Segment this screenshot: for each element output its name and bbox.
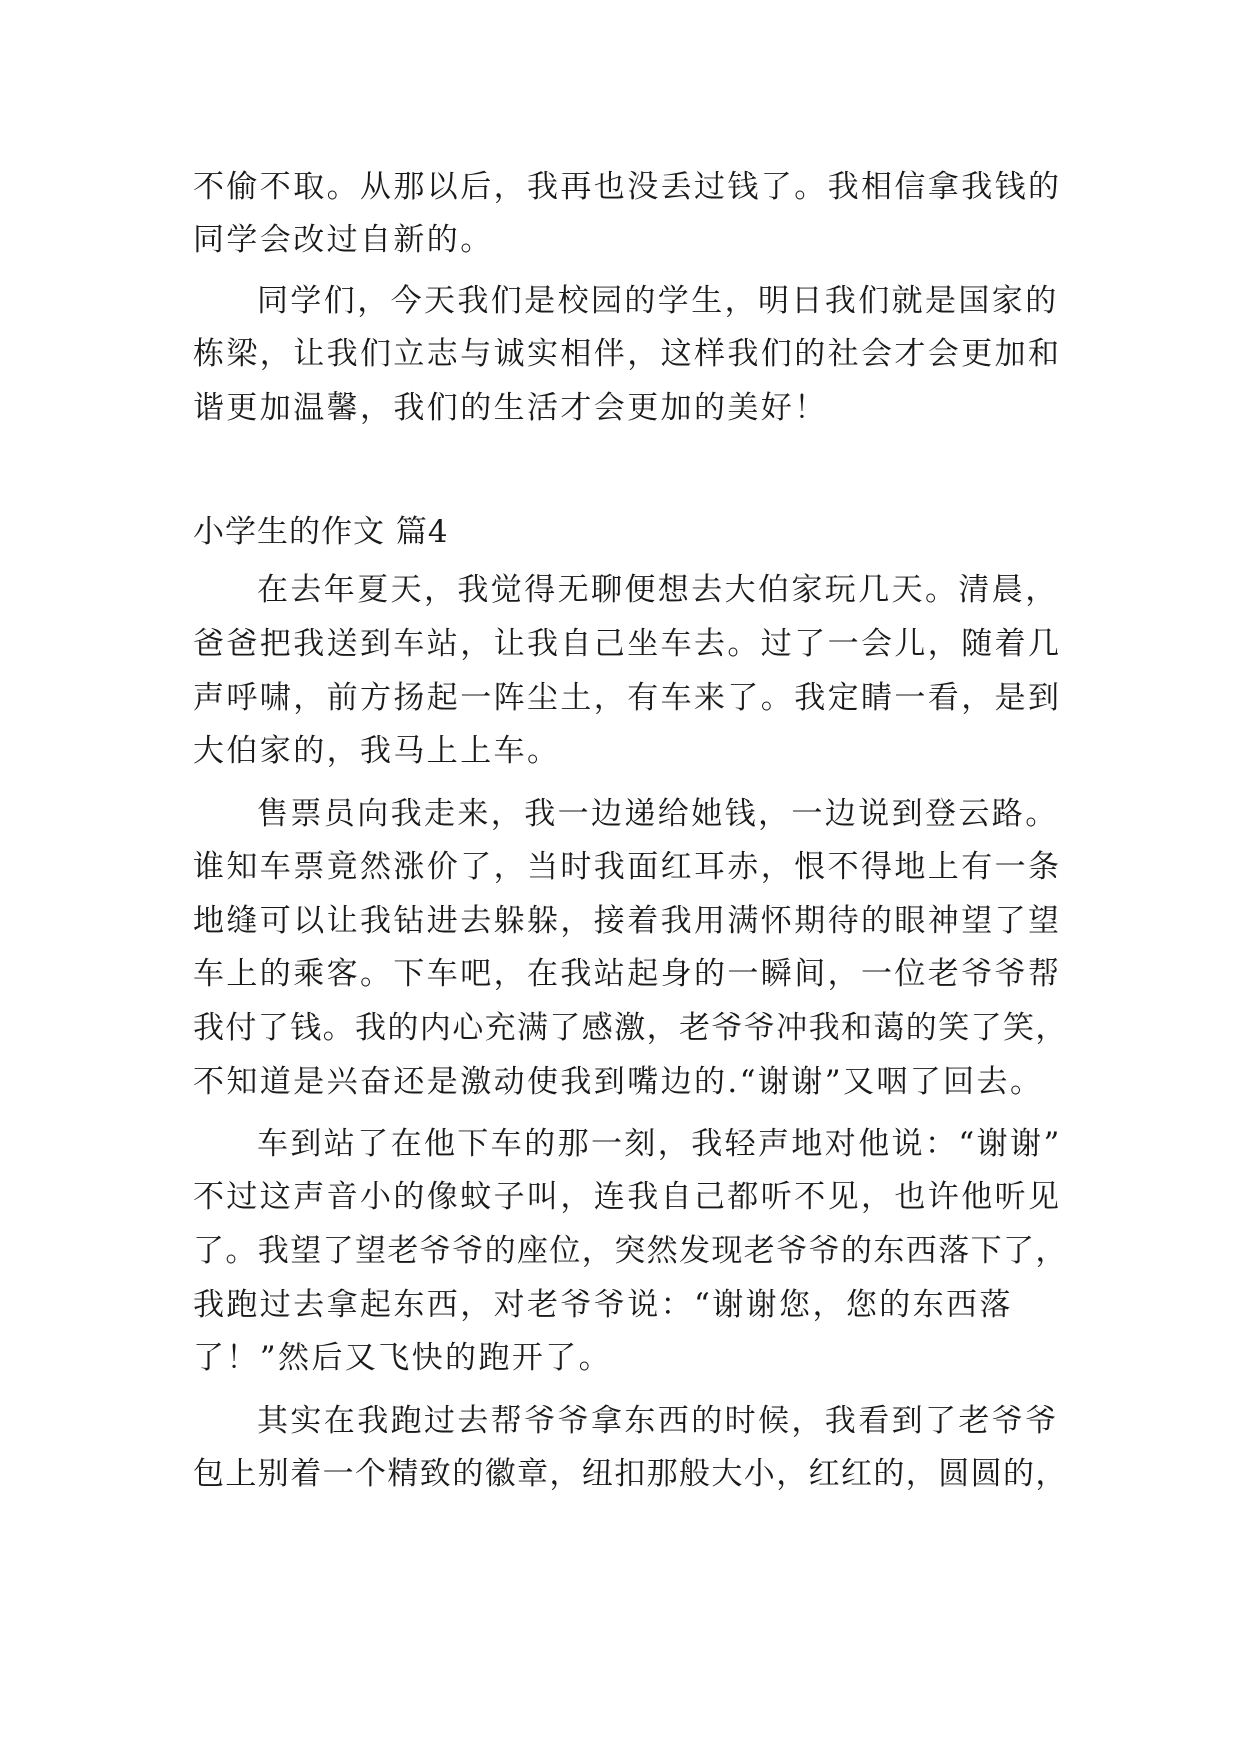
text-line: 爸爸把我送到车站，让我自己坐车去。过了一会儿，随着几 [193, 626, 1062, 662]
text-line: 车上的乘客。下车吧，在我站起身的一瞬间，一位老爷爷帮 [193, 956, 1062, 992]
text-line: 声呼啸，前方扬起一阵尘土，有车来了。我定睛一看，是到 [193, 680, 1062, 716]
text-line: 谐更加温馨，我们的生活才会更加的美好！ [193, 390, 828, 426]
text-line: 地缝可以让我钻进去躲躲，接着我用满怀期待的眼神望了望 [193, 903, 1062, 939]
text-line: 包上别着一个精致的徽章，纽扣那般大小，红红的，圆圆的， [193, 1456, 1068, 1492]
text-line: 我付了钱。我的内心充满了感激，老爷爷冲我和蔼的笑了笑， [193, 1010, 1068, 1046]
text-line: 谁知车票竟然涨价了，当时我面红耳赤，恨不得地上有一条 [193, 849, 1062, 885]
paragraph-first-line: 同学们，今天我们是校园的学生，明日我们就是国家的 [257, 283, 1059, 319]
text-line: 同学会改过自新的。 [193, 222, 494, 258]
text-line: 了！”然后又飞快的跑开了。 [193, 1340, 613, 1376]
text-line: 栋梁，让我们立志与诚实相伴，这样我们的社会才会更加和 [193, 336, 1062, 372]
text-line: 不偷不取。从那以后，我再也没丢过钱了。我相信拿我钱的 [193, 169, 1062, 205]
text-line: 不过这声音小的像蚊子叫，连我自己都听不见，也许他听见 [193, 1179, 1062, 1215]
text-line: 不知道是兴奋还是激动使我到嘴边的.“谢谢”又咽了回去。 [193, 1064, 1044, 1100]
section-heading: 小学生的作文 篇4 [193, 514, 449, 550]
paragraph-first-line: 其实在我跑过去帮爷爷拿东西的时候，我看到了老爷爷 [257, 1403, 1059, 1439]
paragraph-first-line: 车到站了在他下车的那一刻，我轻声地对他说：“谢谢” [257, 1126, 1062, 1162]
paragraph-first-line: 在去年夏天，我觉得无聊便想去大伯家玩几天。清晨， [257, 572, 1059, 608]
paragraph-first-line: 售票员向我走来，我一边递给她钱，一边说到登云路。 [257, 796, 1059, 832]
text-line: 我跑过去拿起东西，对老爷爷说：“谢谢您，您的东西落 [193, 1287, 1013, 1323]
text-line: 了。我望了望老爷爷的座位，突然发现老爷爷的东西落下了， [193, 1233, 1068, 1269]
text-line: 大伯家的，我马上上车。 [193, 733, 561, 769]
